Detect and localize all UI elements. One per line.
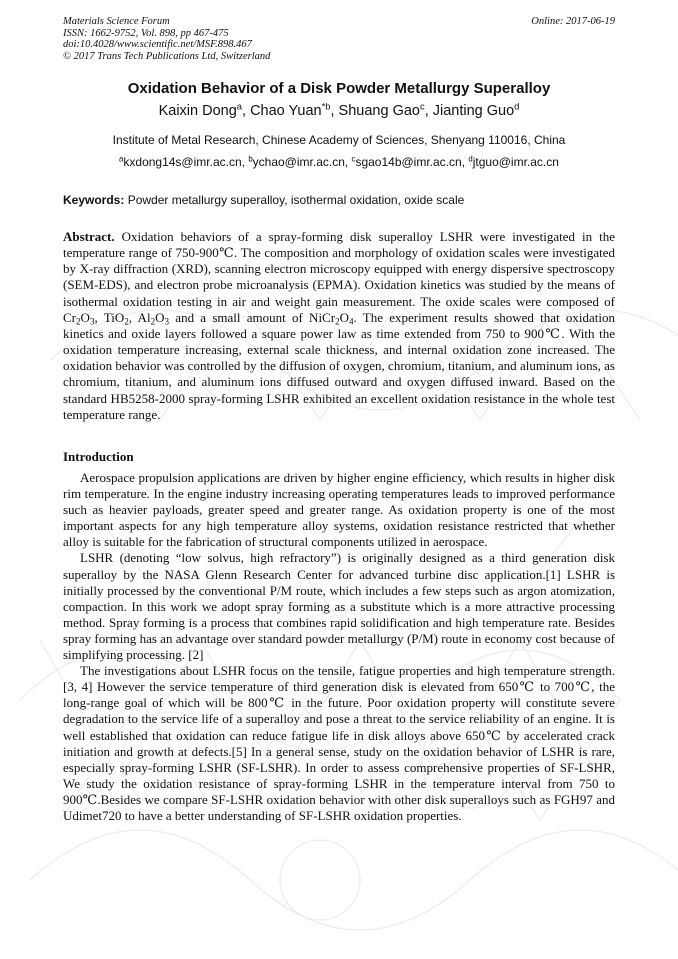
author-separator: ,	[242, 103, 251, 119]
email-address[interactable]: sgao14b@imr.ac.cn	[355, 155, 462, 169]
abstract-label: Abstract.	[63, 229, 115, 244]
paragraph: LSHR (denoting “low solvus, high refractory”) is originally designed as a third generation disk superalloy by the NASA Glenn Research Center for advanced turbine disc application.[1] LSHR is initially processed by the conventional P/M route, which includes a few steps such as argon atomization, compaction. In this work we adopt spray forming as a substitute which is a more attractive processing method. Spray forming is a process that combines rapid solidification and high temperature rate. Besides spray forming has an advantage over standard powder metallurgy (P/M) route in economy cost because of simplifying processing. [2]	[63, 550, 615, 663]
email-mark: d	[468, 154, 473, 164]
paragraph: Aerospace propulsion applications are driven by higher engine efficiency, which results in higher disk rim temperature. In the engine industry increasing operating temperatures leads to improved performance such as heavier payloads, greater speed and greater range. As oxidation property is one of the most important aspects for any high temperature alloy systems, oxidation resistance restricted that whether alloy is suitable for the fabrication of structural components utilized in aerospace.	[63, 470, 615, 550]
email-mark: c	[351, 154, 356, 164]
journal-header	[63, 16, 270, 62]
subscript: 3	[164, 316, 170, 327]
author-separator: ,	[424, 103, 433, 119]
introduction-body	[63, 470, 615, 824]
journal-name: Materials Science Forum	[63, 16, 170, 27]
subscript: 2	[335, 316, 340, 327]
email-address[interactable]: jtguo@imr.ac.cn	[472, 155, 559, 169]
abstract-text: . The experiment results showed that oxidation kinetics and oxide layers followed a square power law as time extended from 750 to 900℃. With the oxidation temperature increasing, external scale thickness, and internal oxidation zone increased. The oxidation behavior was controlled by the diffusion of oxygen, chromium, titanium, and aluminum ions, as chromium, titanium, and aluminum ions diffused outward and oxygen diffused inward. Based on the standard HB5258-2000 spray-forming LSHR exhibited an excellent oxidation resistance in the whole test temperature range.	[63, 309, 615, 422]
abstract-text: , TiO	[94, 309, 125, 325]
author-mark: c	[419, 100, 425, 112]
author-name: Chao Yuan	[250, 103, 322, 119]
section-heading-introduction: Introduction	[63, 449, 134, 464]
keywords-line	[63, 192, 615, 208]
email-separator: ,	[241, 155, 249, 169]
subscript: 4	[349, 316, 354, 327]
author-mark: d	[514, 100, 520, 112]
author-list	[0, 102, 678, 120]
email-mark: b	[248, 154, 253, 164]
paper-title: Oxidation Behavior of a Disk Powder Metallurgy Superalloy	[127, 80, 551, 97]
paragraph: The investigations about LSHR focus on the tensile, fatigue properties and high temperature strength. [3, 4] However the service temperature of third generation disk is elevated from 650℃ to 700℃, the long-range goal of which will be 800℃ in the future. Poor oxidation property will constitute severe degradation to the service life of a superalloy and pose a threat to the service reliability of an engine. It is well established that oxidation can reduce fatigue life in disk alloys above 650℃ by accelerated crack initiation and growth at defects.[5] In a general sense, study on the oxidation behavior of LSHR is rare, especially spray-forming LSHR (SF-LSHR). In order to assess comprehensive properties of SF-LSHR, We study the oxidation resistance of spray-forming LSHR in the temperature interval from 750 to 900℃.Besides we compare SF-LSHR oxidation behavior with other disk superalloys such as FGH97 and Udimet720 to have a better understanding of SF-LSHR oxidation properties.	[63, 663, 615, 823]
abstract	[63, 229, 615, 423]
abstract-text: Oxidation behaviors of a spray-forming disk superalloy LSHR were investigated in the temperature range of 750-900℃. The composition and morphology of oxidation scales were investigated by X-ray diffraction (XRD), scanning electron microscopy equipped with energy dispersive spectroscopy (SEM-EDS), and electron probe microanalysis (EPMA). Oxidation kinetics was studied by the means of isothermal oxidation testing in air and weight gain measurement. The oxide scales were composed of Cr	[63, 229, 616, 325]
abstract-text: and a small amount of NiCr	[169, 309, 336, 325]
author-name: Jianting Guo	[432, 103, 515, 119]
online-date: Online: 2017-06-19	[531, 16, 615, 27]
email-separator: ,	[344, 155, 352, 169]
copyright-line: © 2017 Trans Tech Publications Ltd, Switzerland	[63, 50, 271, 62]
subscript: 2	[150, 316, 156, 327]
issn-line: ISSN: 1662-9752, Vol. 898, pp 467-475	[63, 27, 229, 39]
abstract-text: , Al	[128, 309, 151, 325]
email-separator: ,	[461, 155, 469, 169]
doi-line: doi:10.4028/www.scientific.net/MSF.898.467	[63, 39, 252, 50]
abstract-text: O	[80, 309, 90, 325]
email-list	[0, 155, 678, 170]
keywords-text: Powder metallurgy superalloy, isothermal oxidation, oxide scale	[127, 193, 465, 207]
abstract-text: O	[339, 309, 349, 325]
author-mark: *b	[321, 100, 331, 112]
email-address[interactable]: kxdong14s@imr.ac.cn	[123, 155, 242, 169]
subscript: 2	[124, 316, 129, 327]
author-name: Shuang Gao	[338, 103, 420, 119]
email-address[interactable]: ychao@imr.ac.cn	[252, 155, 345, 169]
affiliation: Institute of Metal Research, Chinese Academy of Sciences, Shenyang 110016, China	[112, 133, 566, 147]
author-name: Kaixin Dong	[158, 103, 237, 119]
author-mark: a	[236, 100, 243, 112]
keywords-label: Keywords:	[63, 193, 125, 207]
subscript: 3	[89, 316, 95, 327]
subscript: 2	[76, 316, 81, 327]
author-separator: ,	[330, 103, 339, 119]
email-mark: a	[119, 154, 124, 164]
abstract-text: O	[155, 309, 165, 325]
